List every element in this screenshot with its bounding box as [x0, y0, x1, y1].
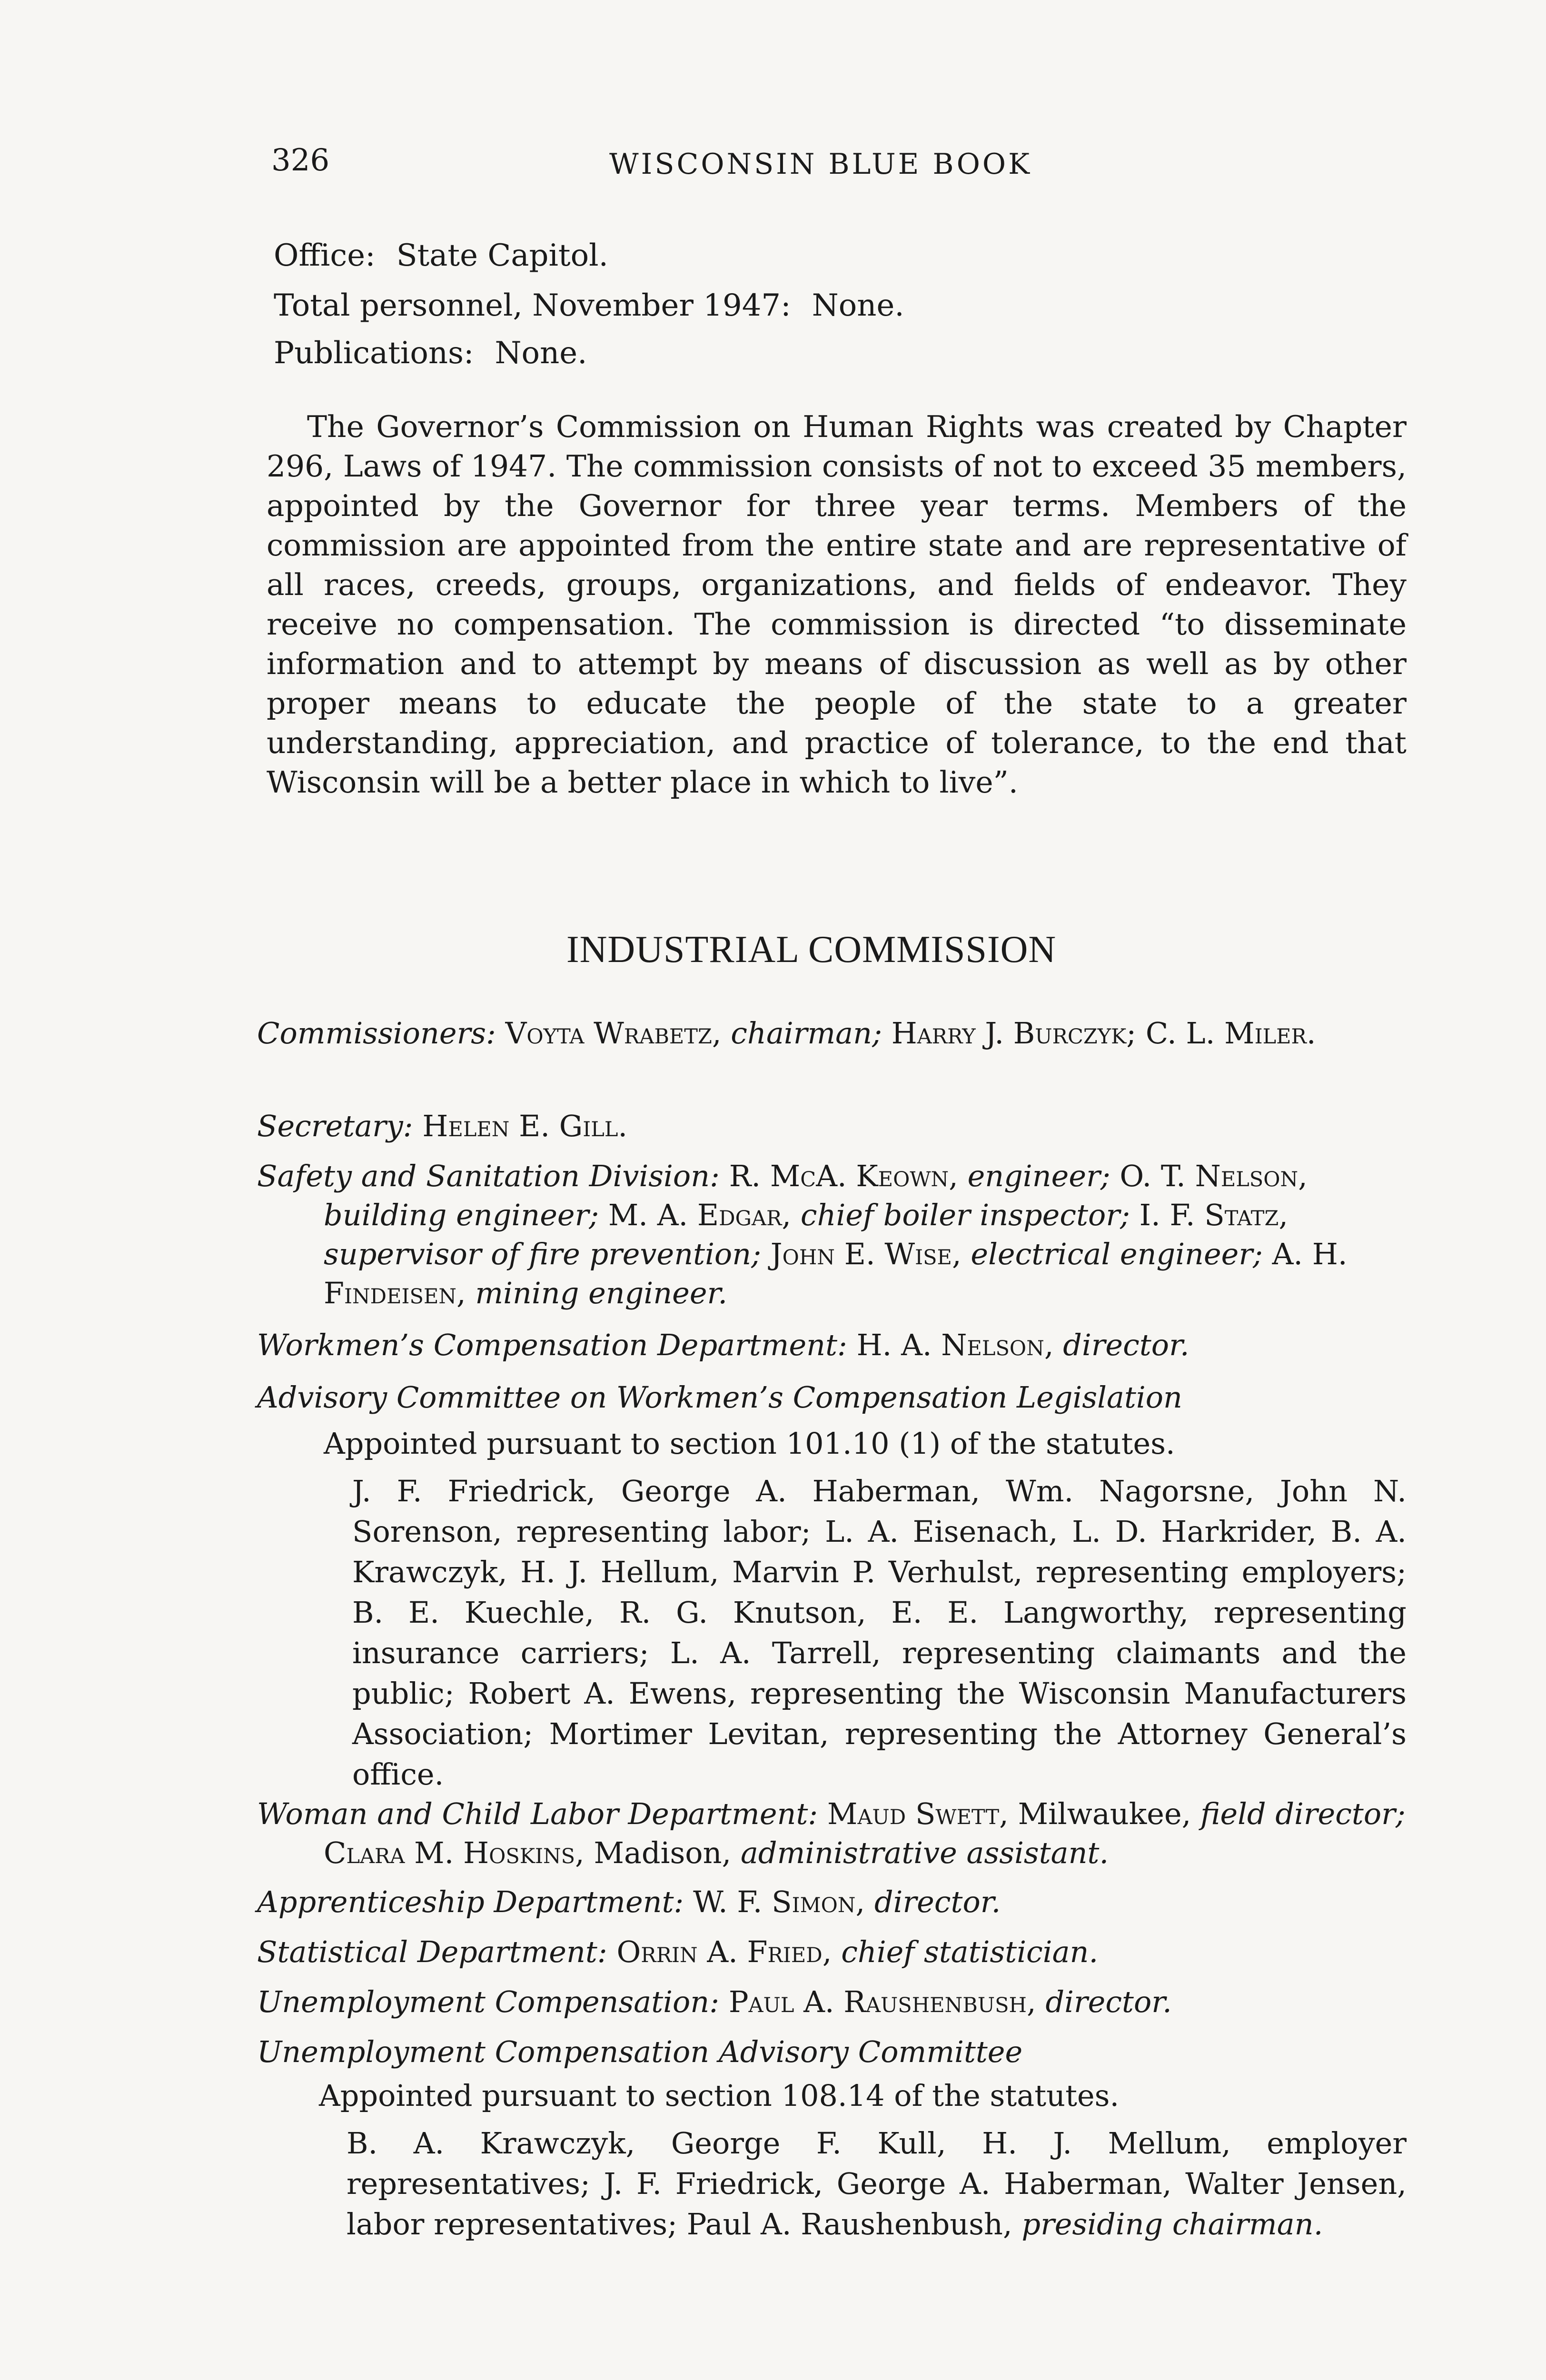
workmens-label: Workmen’s Compensation Department:	[257, 1328, 847, 1362]
secretary-entry	[257, 1107, 1407, 1146]
woman-child-label: Woman and Child Labor Department:	[257, 1796, 818, 1831]
commissioner-name: Harry J. Burczyk;	[891, 1016, 1137, 1051]
director-role: director.	[1063, 1328, 1189, 1362]
workmens-compensation-entry	[257, 1326, 1407, 1365]
advisory-uc-members-text: B. A. Krawczyk, George F. Kull, H. J. Mellum, employer representatives; J. F. Friedrick, George A. Haberman, Walter Jensen, labor representatives; Paul A. Raushenbush,	[347, 2126, 1407, 2241]
personnel-value: None.	[812, 288, 904, 323]
office-label: Office:	[274, 238, 376, 273]
publications-label: Publications:	[274, 336, 474, 371]
publications-line	[274, 336, 587, 371]
staff-role: chief boiler inspector;	[800, 1198, 1130, 1232]
director-name: Paul A. Raushenbush,	[728, 1984, 1036, 2019]
staff-role: field director;	[1200, 1796, 1406, 1831]
safety-label: Safety and Sanitation Division:	[257, 1159, 720, 1193]
statistician-name: Orrin A. Fried,	[616, 1934, 832, 1969]
staff-role: supervisor of fire prevention;	[324, 1237, 762, 1271]
advisory-uc-appointed: Appointed pursuant to section 108.14 of the statutes.	[319, 2078, 1120, 2113]
office-line	[274, 238, 608, 273]
staff-name: John E. Wise,	[770, 1237, 961, 1271]
personnel-line	[274, 288, 904, 323]
statistical-entry	[257, 1933, 1407, 1972]
publications-value: None.	[495, 336, 587, 371]
apprenticeship-entry	[257, 1883, 1407, 1922]
running-title: WISCONSIN BLUE BOOK	[609, 148, 1032, 181]
secretary-label: Secretary:	[257, 1109, 413, 1143]
staff-name: A. H. Findeisen,	[324, 1237, 1348, 1310]
staff-name: Clara M. Hoskins,	[324, 1835, 585, 1870]
director-name: H. A. Nelson,	[856, 1328, 1054, 1362]
advisory-wc-appointed: Appointed pursuant to section 101.10 (1) of the statutes.	[324, 1426, 1175, 1461]
description-text: The Governor’s Commission on Human Rights was created by Chapter 296, Laws of 1947. The commission consists of not to exceed 35 members, appointed by the Governor for three year terms. Members of the commission are appointed from the entire state and are representative of all races, creeds, groups, organizations, and fields of endeavor. They receive no compensation. The commission is directed “to disseminate information and to attempt by means of discussion as well as by other proper means to educate the people of the state to a greater understanding, appreciation, and practice of tolerance, to the end that Wisconsin will be a better place in which to live”.	[267, 409, 1407, 800]
unemployment-label: Unemployment Compensation:	[257, 1984, 720, 2019]
staff-town: Milwaukee,	[1018, 1796, 1191, 1831]
staff-name: I. F. Statz,	[1139, 1198, 1288, 1232]
advisory-wc-label: Advisory Committee on Workmen’s Compensation Legislation	[257, 1380, 1182, 1415]
commissioners-entry	[257, 1014, 1407, 1053]
safety-division-entry	[257, 1157, 1407, 1313]
staff-town: Madison,	[594, 1835, 732, 1870]
commissioner-name: Voyta Wrabetz,	[505, 1016, 722, 1051]
director-role: director.	[1045, 1984, 1172, 2019]
secretary-name: Helen E. Gill.	[422, 1109, 628, 1143]
advisory-wc-members: J. F. Friedrick, George A. Haberman, Wm. Nagorsne, John N. Sorenson, representing labor; L. A. Eisenach, L. D. Harkrider, B. A. Krawczyk, H. J. Hellum, Marvin P. Verhulst, representing employers; B. E. Kuechle, R. G. Knutson, E. E. Langworthy, representing insurance carriers; L. A. Tarrell, representing claimants and the public; Robert A. Ewens, representing the Wisconsin Manufacturers Association; Mortimer Levitan, representing the Attorney General’s office.	[352, 1474, 1407, 1792]
advisory-uc-members	[347, 2123, 1407, 2244]
staff-role: mining engineer.	[475, 1276, 728, 1310]
advisory-committee-wc-heading	[257, 1378, 1407, 1417]
presiding-chairman-role: presiding chairman.	[1021, 2207, 1323, 2241]
commissioners-label: Commissioners:	[257, 1016, 496, 1051]
unemployment-entry	[257, 1983, 1407, 2022]
woman-child-labor-entry	[257, 1795, 1407, 1873]
staff-name: R. McA. Keown,	[729, 1159, 958, 1193]
staff-role: administrative assistant.	[740, 1835, 1109, 1870]
staff-name: Maud Swett,	[827, 1796, 1009, 1831]
director-name: W. F. Simon,	[693, 1884, 865, 1919]
apprenticeship-label: Apprenticeship Department:	[257, 1884, 684, 1919]
staff-name: O. T. Nelson,	[1120, 1159, 1308, 1193]
personnel-label: Total personnel, November 1947:	[274, 288, 791, 323]
staff-role: engineer;	[967, 1159, 1110, 1193]
advisory-committee-uc-heading	[257, 2033, 1407, 2072]
staff-role: building engineer;	[324, 1198, 599, 1232]
commission-description	[267, 407, 1407, 802]
director-role: director.	[874, 1884, 1001, 1919]
advisory-uc-label: Unemployment Compensation Advisory Committee	[257, 2034, 1023, 2069]
commissioner-role: chairman;	[731, 1016, 882, 1051]
statistician-role: chief statistician.	[841, 1934, 1099, 1969]
commissioner-name: C. L. Miler.	[1145, 1016, 1316, 1051]
section-heading: INDUSTRIAL COMMISSION	[566, 929, 1057, 971]
statistical-label: Statistical Department:	[257, 1934, 607, 1969]
staff-role: electrical engineer;	[971, 1237, 1263, 1271]
staff-name: M. A. Edgar,	[608, 1198, 792, 1232]
page-number: 326	[271, 143, 330, 178]
office-value: State Capitol.	[396, 238, 608, 273]
